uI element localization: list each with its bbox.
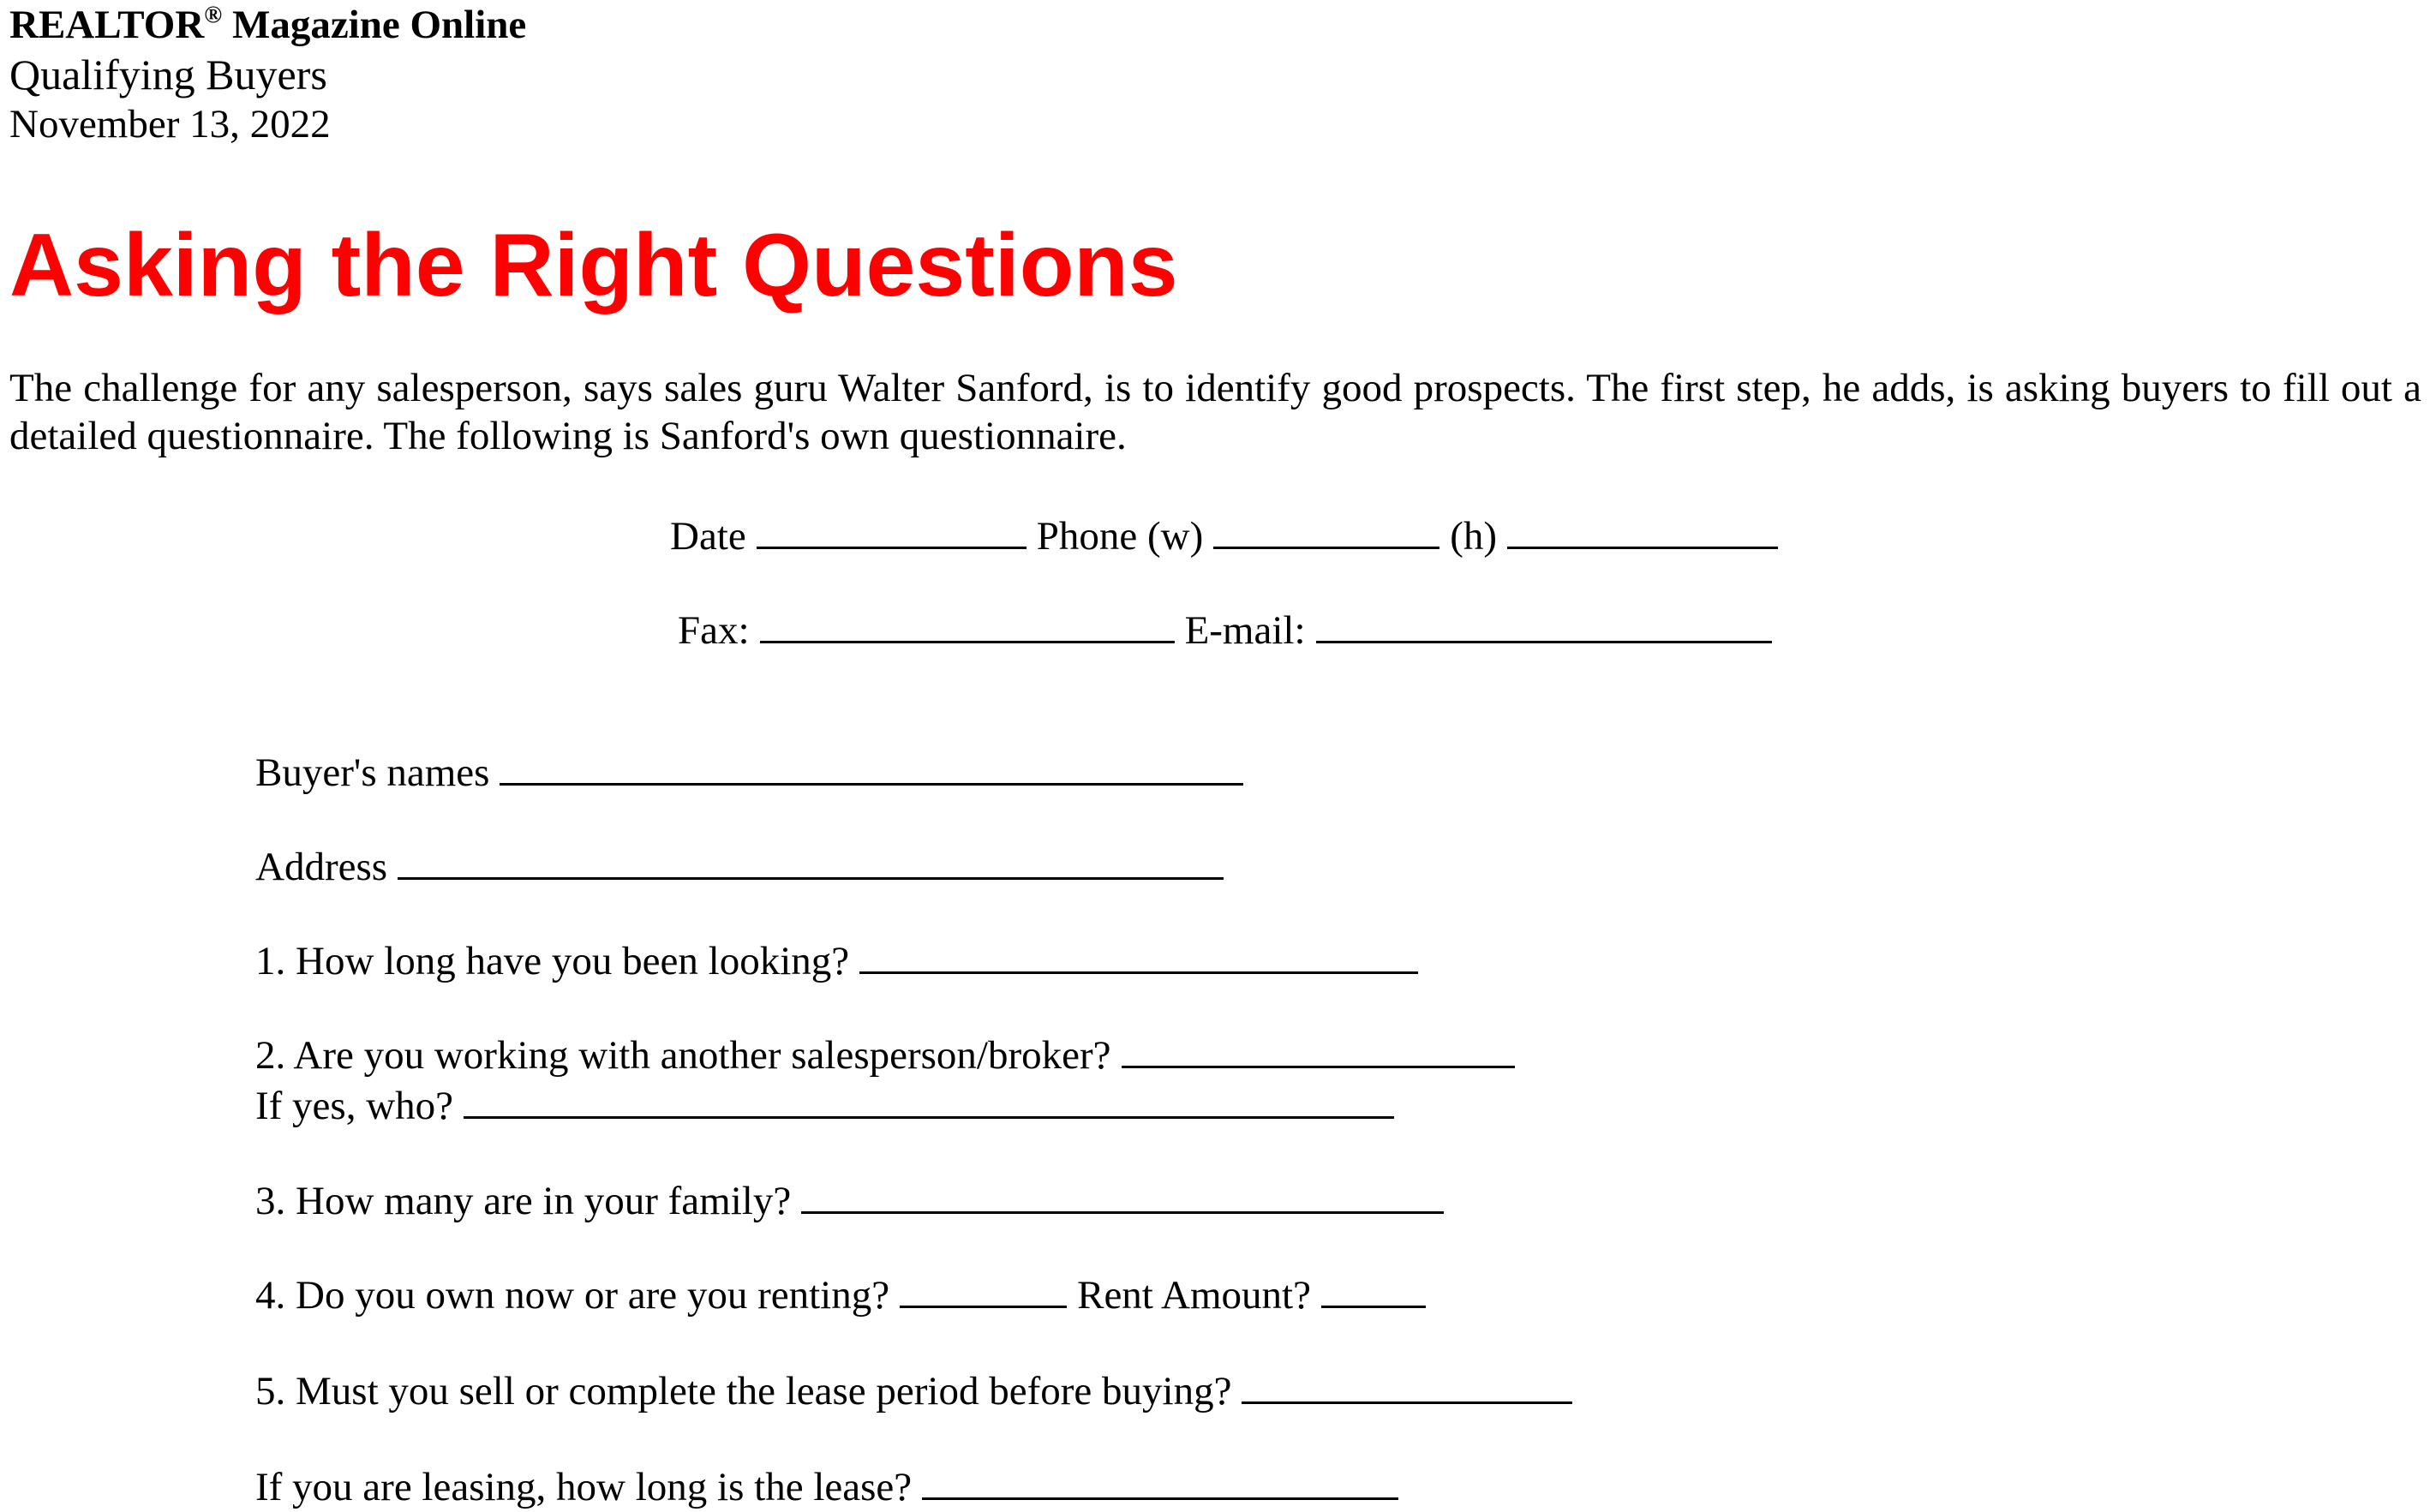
question-4-rent-amount-blank[interactable]	[1321, 1268, 1426, 1308]
question-3-row	[255, 1174, 1444, 1226]
phone-work-label: Phone (w)	[1036, 514, 1204, 559]
question-2-row	[255, 1028, 1515, 1080]
buyers-names-row	[255, 745, 1243, 798]
question-1-blank[interactable]	[859, 934, 1418, 974]
question-5-label: 5. Must you sell or complete the lease period before buying?	[255, 1369, 1232, 1413]
date-label: Date	[670, 514, 746, 559]
lease-length-blank[interactable]	[922, 1460, 1398, 1500]
question-2-blank[interactable]	[1122, 1028, 1515, 1068]
fax-label: Fax:	[678, 608, 750, 653]
email-blank[interactable]	[1316, 603, 1772, 643]
question-5-blank[interactable]	[1242, 1364, 1572, 1404]
question-2-followup-label: If yes, who?	[255, 1084, 454, 1128]
question-4-row	[255, 1268, 1426, 1320]
question-2-label: 2. Are you working with another salesperson/broker?	[255, 1033, 1111, 1078]
contact-row-date-phone	[670, 509, 1778, 561]
question-1-row	[255, 934, 1418, 986]
contact-row-fax-email	[678, 603, 1772, 655]
phone-home-blank[interactable]	[1507, 509, 1778, 549]
registered-mark: ®	[204, 2, 223, 28]
question-4-rent-label: Rent Amount?	[1077, 1273, 1311, 1318]
question-3-blank[interactable]	[801, 1174, 1444, 1214]
question-3-label: 3. How many are in your family?	[255, 1179, 792, 1223]
email-label: E-mail:	[1184, 608, 1306, 653]
address-blank[interactable]	[398, 840, 1224, 880]
question-4-own-rent-blank[interactable]	[900, 1268, 1067, 1308]
address-label: Address	[255, 845, 388, 889]
question-2-followup-row	[255, 1079, 1394, 1131]
fax-blank[interactable]	[760, 603, 1175, 643]
magazine-name-text: REALTOR	[9, 3, 205, 47]
date-blank[interactable]	[757, 509, 1026, 549]
lease-length-row	[255, 1460, 1398, 1512]
phone-work-blank[interactable]	[1213, 509, 1439, 549]
lease-length-label: If you are leasing, how long is the lease?	[255, 1465, 913, 1509]
phone-home-label: (h)	[1450, 514, 1498, 559]
address-row	[255, 840, 1224, 892]
publication-date: November 13, 2022	[9, 102, 331, 146]
article-intro: The challenge for any salesperson, says sales guru Walter Sanford, is to identify good prospects. The first step, he adds, is asking buyers to fill out a detailed questionnaire. The following is Sanford's own questionnaire.	[9, 366, 2421, 458]
article-headline: Asking the Right Questions	[9, 216, 1178, 315]
question-4-label: 4. Do you own now or are you renting?	[255, 1273, 890, 1318]
section-name: Qualifying Buyers	[9, 51, 327, 99]
question-5-row	[255, 1364, 1572, 1416]
question-1-label: 1. How long have you been looking?	[255, 939, 850, 983]
buyers-names-blank[interactable]	[500, 745, 1243, 786]
buyers-names-label: Buyer's names	[255, 750, 490, 795]
question-2-followup-blank[interactable]	[464, 1079, 1394, 1119]
magazine-title	[9, 0, 526, 50]
masthead	[9, 0, 526, 149]
magazine-suffix: Magazine Online	[222, 3, 527, 47]
